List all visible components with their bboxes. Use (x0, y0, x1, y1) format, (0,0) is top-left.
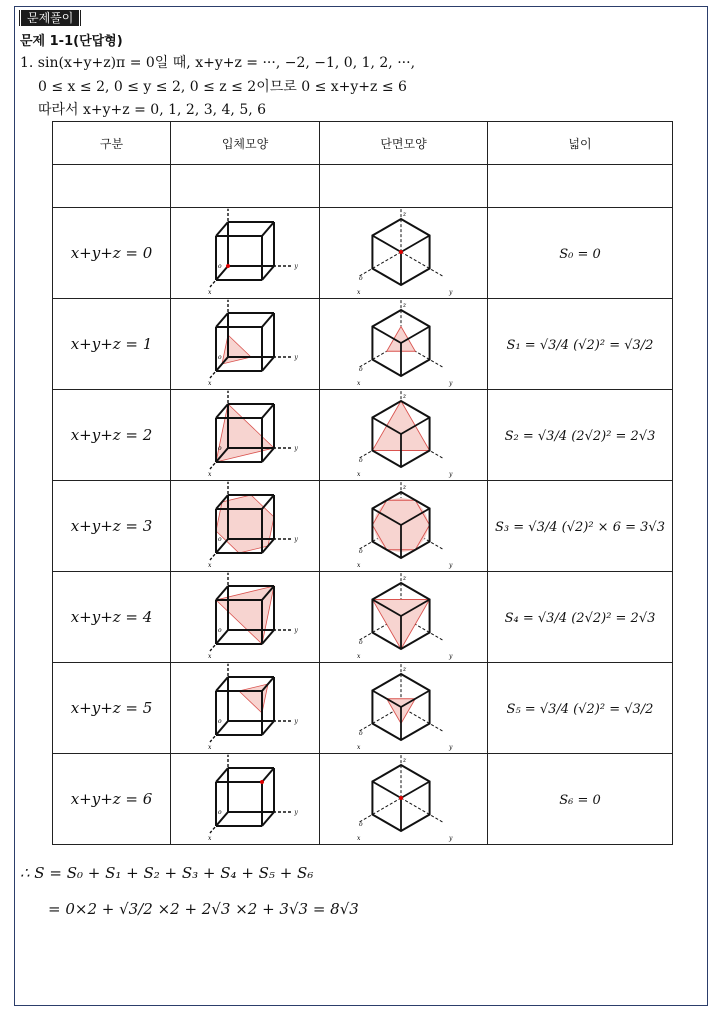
area-formula: S₀ = 0 (559, 247, 601, 262)
x-axis-label: x (208, 289, 212, 296)
solid-cube-figure (190, 481, 300, 571)
area-cell (488, 208, 673, 299)
table-row (53, 208, 673, 299)
x-axis-label: x (356, 289, 360, 296)
condition-text: x+y+z = 3 (70, 517, 153, 535)
origin-label: o (358, 457, 363, 464)
z-axis-label: z (402, 484, 406, 491)
intro-line-2: 0 ≤ x ≤ 2, 0 ≤ y ≤ 2, 0 ≤ z ≤ 2이므로 0 ≤ x+y+z ≤ 6 (38, 79, 407, 95)
area-formula: S₆ = 0 (559, 793, 601, 808)
intro-line-1: 1. sin(x+y+z)π = 0일 때, x+y+z = ···, −2, −1, 0, 1, 2, ···, (20, 55, 416, 71)
condition-text: x+y+z = 4 (70, 608, 153, 626)
origin-label: o (218, 536, 222, 543)
y-axis-label: y (294, 263, 298, 270)
solid-cube-figure (190, 663, 300, 753)
area-cell (488, 663, 673, 754)
table-row (53, 572, 673, 663)
x-axis-label: x (208, 380, 212, 387)
area-cell (488, 390, 673, 481)
solid-cube-figure (190, 572, 300, 662)
origin-label: o (218, 354, 222, 361)
area-cell (488, 572, 673, 663)
section-shape-cell (320, 299, 488, 390)
solid-cube-figure (190, 754, 300, 844)
section-hexagon-figure (339, 299, 469, 389)
condition-cell (53, 208, 171, 299)
area-formula: S₂ = √3/4 (2√2)² = 2√3 (504, 429, 656, 444)
area-formula: S₃ = √3/4 (√2)² × 6 = 3√3 (495, 520, 665, 535)
solid-shape-cell (171, 299, 320, 390)
x-axis-label: x (356, 562, 360, 569)
y-axis-label: y (294, 627, 298, 634)
y-axis-label: y (294, 809, 298, 816)
table-row (53, 390, 673, 481)
x-axis-label: x (208, 471, 212, 478)
condition-cell (53, 754, 171, 845)
x-axis-label: x (356, 744, 360, 751)
solid-shape-cell (171, 390, 320, 481)
header-section-shape: 단면모양 (320, 122, 488, 165)
origin-label: o (218, 627, 222, 634)
x-axis-label: x (356, 471, 360, 478)
condition-cell (53, 663, 171, 754)
origin-label: o (218, 263, 222, 270)
solid-shape-cell (171, 663, 320, 754)
section-shape-cell (320, 481, 488, 572)
section-table (52, 121, 673, 845)
intro-line-3: 따라서 x+y+z = 0, 1, 2, 3, 4, 5, 6 (38, 102, 267, 118)
x-axis-label: x (208, 744, 212, 751)
section-hexagon-figure (339, 572, 469, 662)
section-shape-cell (320, 208, 488, 299)
z-axis-label: z (402, 666, 406, 673)
origin-label: o (358, 730, 363, 737)
origin-label: o (218, 445, 222, 452)
solid-shape-cell (171, 754, 320, 845)
condition-text: x+y+z = 1 (70, 335, 153, 353)
y-axis-label: y (448, 562, 452, 569)
origin-label: o (358, 366, 363, 373)
table-row (53, 481, 673, 572)
y-axis-label: y (294, 718, 298, 725)
y-axis-label: y (294, 445, 298, 452)
section-shape-cell (320, 663, 488, 754)
y-axis-label: y (448, 653, 452, 660)
empty-row (53, 165, 673, 208)
table-row (53, 754, 673, 845)
z-axis-label: z (402, 757, 406, 764)
area-formula: S₁ = √3/4 (√2)² = √3/2 (506, 338, 654, 353)
section-shape-cell (320, 390, 488, 481)
area-cell (488, 754, 673, 845)
solid-cube-figure (190, 208, 300, 298)
header-category: 구분 (53, 122, 171, 165)
origin-label: o (218, 718, 222, 725)
condition-cell (53, 390, 171, 481)
section-shape-cell (320, 572, 488, 663)
condition-text: x+y+z = 2 (70, 426, 153, 444)
section-hexagon-figure (339, 390, 469, 480)
solid-shape-cell (171, 208, 320, 299)
y-axis-label: y (448, 380, 452, 387)
origin-label: o (358, 275, 363, 282)
table-row (53, 299, 673, 390)
origin-label: o (218, 809, 222, 816)
header-solid-shape: 입체모양 (171, 122, 320, 165)
area-formula: S₄ = √3/4 (2√2)² = 2√3 (504, 611, 656, 626)
y-axis-label: y (294, 354, 298, 361)
section-shape-cell (320, 754, 488, 845)
solid-shape-cell (171, 572, 320, 663)
section-hexagon-figure (339, 754, 469, 844)
y-axis-label: y (294, 536, 298, 543)
z-axis-label: z (402, 575, 406, 582)
x-axis-label: x (208, 653, 212, 660)
solid-cube-figure (190, 299, 300, 389)
y-axis-label: y (448, 289, 452, 296)
area-cell (488, 299, 673, 390)
section-hexagon-figure (339, 663, 469, 753)
section-hexagon-figure (339, 208, 469, 298)
condition-text: x+y+z = 5 (70, 699, 153, 717)
z-axis-label: z (402, 302, 406, 309)
y-axis-label: y (448, 835, 452, 842)
condition-cell (53, 299, 171, 390)
x-axis-label: x (208, 562, 212, 569)
condition-text: x+y+z = 6 (70, 790, 153, 808)
table-header-row (53, 122, 673, 165)
y-axis-label: y (448, 744, 452, 751)
conclusion-line-1: ∴ S = S₀ + S₁ + S₂ + S₃ + S₄ + S₅ + S₆ (20, 864, 314, 882)
conclusion-line-2: = 0×2 + √3/2 ×2 + 2√3 ×2 + 3√3 = 8√3 (48, 900, 359, 918)
area-formula: S₅ = √3/4 (√2)² = √3/2 (506, 702, 654, 717)
problem-title: 문제 1-1(단답형) (20, 34, 123, 49)
x-axis-label: x (356, 653, 360, 660)
origin-label: o (358, 821, 363, 828)
z-axis-label: z (402, 211, 406, 218)
section-hexagon-figure (339, 481, 469, 571)
solution-badge: 문제풀이 (18, 10, 82, 26)
solid-cube-figure (190, 390, 300, 480)
condition-cell (53, 481, 171, 572)
z-axis-label: z (402, 393, 406, 400)
condition-text: x+y+z = 0 (70, 244, 153, 262)
x-axis-label: x (356, 835, 360, 842)
x-axis-label: x (208, 835, 212, 842)
y-axis-label: y (448, 471, 452, 478)
area-cell (488, 481, 673, 572)
header-area: 넓이 (488, 122, 673, 165)
condition-cell (53, 572, 171, 663)
x-axis-label: x (356, 380, 360, 387)
origin-label: o (358, 548, 363, 555)
table-row (53, 663, 673, 754)
origin-label: o (358, 639, 363, 646)
solid-shape-cell (171, 481, 320, 572)
